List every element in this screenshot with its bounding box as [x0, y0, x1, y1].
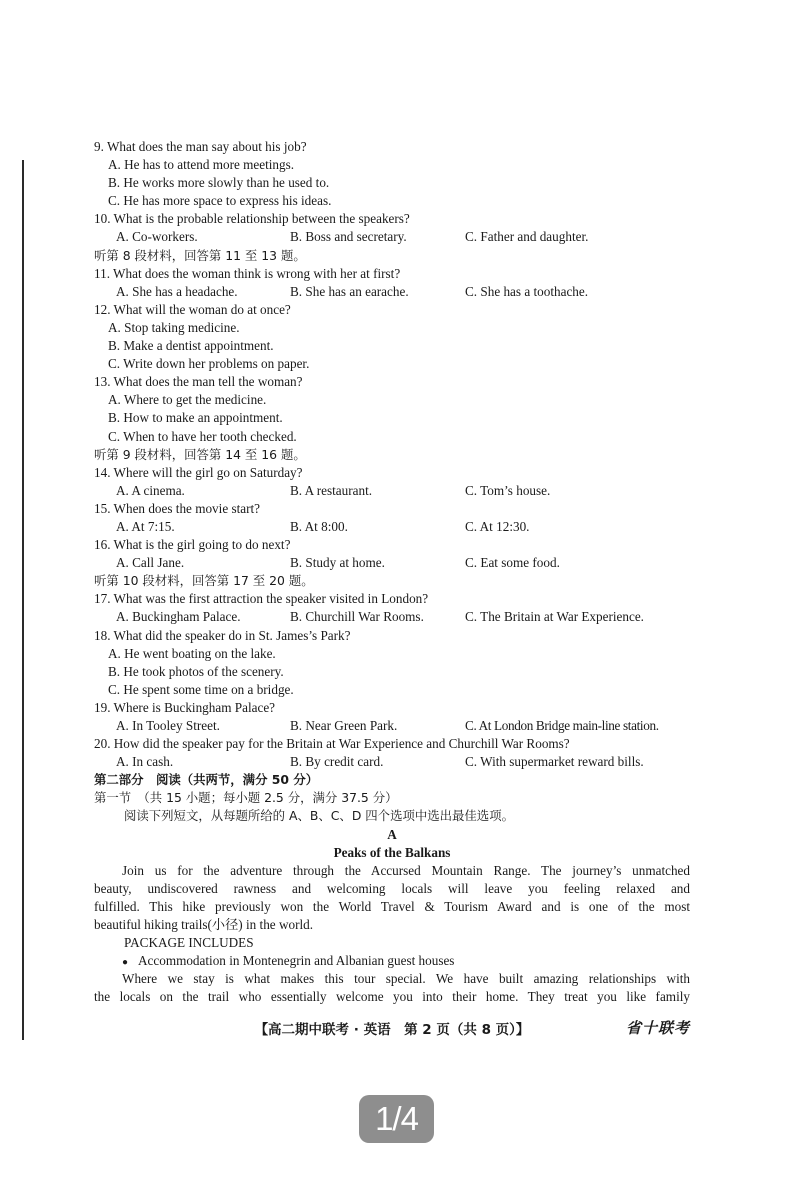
- option: A. Stop taking medicine.: [108, 319, 240, 335]
- paragraph-line: beauty, undiscovered rawness and welcoming locals will leave you feeling relaxed and: [94, 880, 690, 896]
- option-a: A. A cinema.: [116, 482, 185, 498]
- passage-title: Peaks of the Balkans: [333, 844, 451, 860]
- margin-rule: [22, 160, 24, 1040]
- options-row: [94, 283, 690, 301]
- option: A. He has to attend more meetings.: [108, 157, 295, 173]
- option-c: C. Tom’s house.: [465, 482, 551, 498]
- option: B. He took photos of the scenery.: [108, 663, 284, 679]
- part-two-heading: 第二部分 阅读（共两节，满分 50 分）: [94, 772, 319, 788]
- section-one-heading: 第一节 （共 15 小题；每小题 2.5 分，满分 37.5 分）: [94, 790, 398, 806]
- paragraph-line: beautiful hiking trails(小径) in the world.: [94, 917, 314, 933]
- passage-letter: A: [387, 826, 397, 842]
- question-10: 10. What is the probable relationship between the speakers?: [94, 211, 410, 227]
- option: C. When to have her tooth checked.: [108, 428, 297, 444]
- option-b: B. Study at home.: [290, 555, 385, 571]
- bullet-item: [94, 952, 690, 970]
- paragraph-line: Where we stay is what makes this tour special. We have built amazing relationships with: [122, 971, 690, 987]
- option-a: A. Buckingham Palace.: [116, 609, 241, 625]
- exam-page-content: [94, 138, 690, 1007]
- option-b: B. She has an earache.: [290, 283, 409, 299]
- options-row: [94, 228, 690, 246]
- option-a: A. In cash.: [116, 754, 174, 770]
- options-row: [94, 717, 690, 735]
- footer-brand: 省十联考: [625, 1019, 690, 1037]
- option: B. Make a dentist appointment.: [108, 338, 274, 354]
- option-a: A. Call Jane.: [116, 555, 185, 571]
- reading-instruction: 阅读下列短文，从每题所给的 A、B、C、D 四个选项中选出最佳选项。: [124, 808, 514, 824]
- section-heading-9: 听第 9 段材料，回答第 14 至 16 题。: [94, 446, 306, 462]
- question-19: 19. Where is Buckingham Palace?: [94, 699, 276, 715]
- package-heading: PACKAGE INCLUDES: [124, 935, 254, 951]
- option-c: C. Eat some food.: [465, 555, 560, 571]
- options-row: [94, 482, 690, 500]
- section-heading-10: 听第 10 段材料，回答第 17 至 20 题。: [94, 573, 314, 589]
- option-a: A. At 7:15.: [116, 518, 175, 534]
- option-b: B. A restaurant.: [290, 482, 373, 498]
- option-c: C. At 12:30.: [465, 518, 530, 534]
- section-heading-8: 听第 8 段材料，回答第 11 至 13 题。: [94, 247, 306, 263]
- paragraph-line: fulfilled. This hike previously won the World Travel & Tourism Award and is one of the most: [94, 898, 690, 914]
- options-row: [94, 554, 690, 572]
- option: A. He went boating on the lake.: [108, 645, 276, 661]
- option-b: B. Churchill War Rooms.: [290, 609, 424, 625]
- question-12: 12. What will the woman do at once?: [94, 301, 291, 317]
- page-indicator: 1/4: [359, 1095, 434, 1143]
- bullet-icon: [122, 953, 138, 968]
- options-row: [94, 518, 690, 536]
- bullet-text: Accommodation in Montenegrin and Albanian guest houses: [138, 953, 455, 969]
- option-a: A. Co-workers.: [116, 229, 198, 245]
- question-17: 17. What was the first attraction the speaker visited in London?: [94, 591, 429, 607]
- question-14: 14. Where will the girl go on Saturday?: [94, 464, 303, 480]
- option: C. Write down her problems on paper.: [108, 356, 310, 372]
- paragraph-line: Join us for the adventure through the Accursed Mountain Range. The journey’s unmatched: [122, 862, 690, 878]
- page-footer: [94, 1018, 690, 1040]
- question-16: 16. What is the girl going to do next?: [94, 537, 291, 553]
- option: A. Where to get the medicine.: [108, 392, 267, 408]
- option-c: C. With supermarket reward bills.: [465, 754, 644, 770]
- option-c: C. At London Bridge main-line station.: [465, 718, 659, 733]
- option: B. How to make an appointment.: [108, 410, 283, 426]
- option-a: A. She has a headache.: [116, 283, 238, 299]
- option-b: B. Boss and secretary.: [290, 229, 407, 245]
- option: B. He works more slowly than he used to.: [108, 175, 330, 191]
- option-c: C. Father and daughter.: [465, 229, 589, 245]
- option: C. He spent some time on a bridge.: [108, 681, 294, 697]
- option-a: A. In Tooley Street.: [116, 718, 220, 733]
- footer-page-info: 【高二期中联考 · 英语 第 2 页（共 8 页）】: [254, 1022, 530, 1038]
- option-b: B. Near Green Park.: [290, 718, 398, 733]
- question-20: 20. How did the speaker pay for the Britain at War Experience and Churchill War Rooms?: [94, 736, 570, 752]
- question-11: 11. What does the woman think is wrong with her at first?: [94, 265, 401, 281]
- options-row: [94, 608, 690, 626]
- option: C. He has more space to express his ideas.: [108, 193, 332, 209]
- option-c: C. She has a toothache.: [465, 283, 589, 299]
- option-b: B. By credit card.: [290, 754, 384, 770]
- option-b: B. At 8:00.: [290, 518, 348, 534]
- question-9: 9. What does the man say about his job?: [94, 139, 307, 154]
- question-13: 13. What does the man tell the woman?: [94, 374, 303, 390]
- options-row: [94, 753, 690, 771]
- question-18: 18. What did the speaker do in St. James’s Park?: [94, 627, 351, 643]
- paragraph-line: the locals on the trail who essentially welcome you into their home. They treat you like family: [94, 989, 690, 1005]
- option-c: C. The Britain at War Experience.: [465, 609, 644, 625]
- question-15: 15. When does the movie start?: [94, 500, 261, 516]
